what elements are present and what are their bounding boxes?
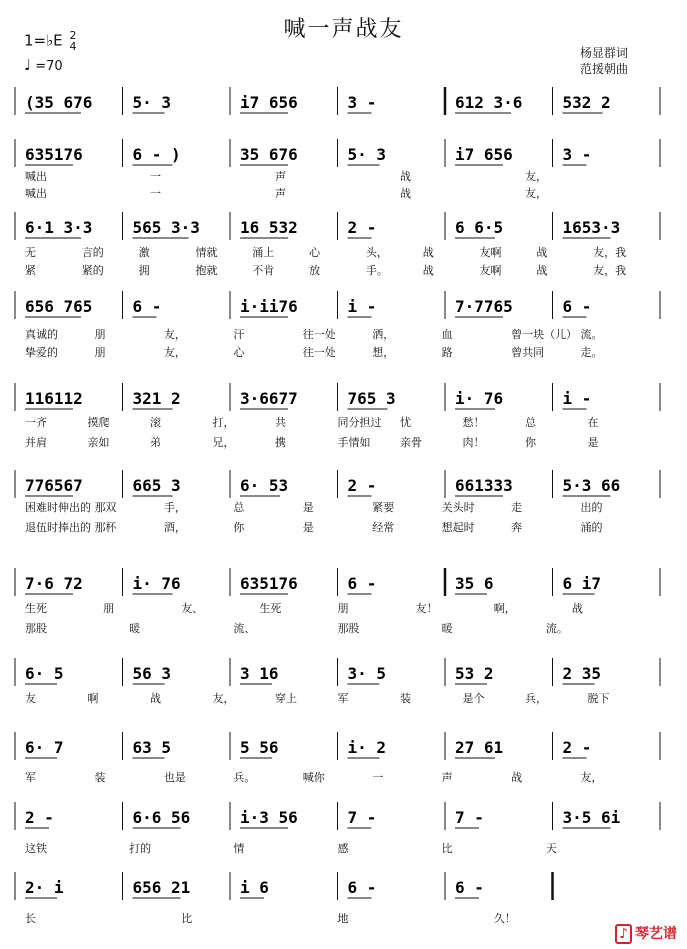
lyric-syllable: 啊， <box>493 602 516 615</box>
lyric-syllable: 朋 <box>337 602 349 615</box>
lyric-syllable: 声 <box>275 187 286 200</box>
lyric-syllable: 那股 <box>337 622 360 635</box>
lyric-syllable: 曾共同 <box>511 346 545 359</box>
lyric-syllable: 地 <box>337 912 349 925</box>
lyric-syllable: 血 <box>441 328 453 341</box>
lyric-syllable: 久！ <box>493 912 516 925</box>
lyric-syllable: 情就 <box>195 246 218 259</box>
measure-notes: 635176 <box>25 145 83 164</box>
lyric-syllable: 天 <box>545 842 557 855</box>
measure-notes: 6 6·5 <box>455 218 504 237</box>
measure-notes: 6 - <box>347 574 377 593</box>
lyric-syllable: 生死 <box>25 602 47 615</box>
measure-notes: 665 3 <box>132 476 181 495</box>
lyric-syllable: 亲骨 <box>400 436 422 449</box>
lyric-syllable: 打的 <box>129 842 152 855</box>
lyric-syllable: 装 <box>94 771 106 784</box>
lyric-syllable: 一 <box>150 187 161 200</box>
lyric-syllable: 同分担过 <box>337 416 382 429</box>
lyric-syllable: 共 <box>275 416 286 429</box>
lyric-syllable: 战 <box>511 771 523 784</box>
lyric-syllable: 兄， <box>212 436 235 449</box>
measure-notes: 661333 <box>455 476 513 495</box>
lyric-syllable: 是个 <box>462 692 485 705</box>
measure-notes: 2 - <box>25 808 54 827</box>
lyric-syllable: 酒， <box>163 521 186 534</box>
lyric-syllable: 暖 <box>129 622 141 635</box>
measure-notes: 656 21 <box>132 878 191 897</box>
lyric-syllable: 友啊 <box>479 246 502 259</box>
lyric-syllable: 长 <box>25 912 36 925</box>
measure-notes: 6 i7 <box>562 574 602 593</box>
lyric-syllable: 友， <box>525 170 547 183</box>
lyric-syllable: 脱下 <box>587 692 610 705</box>
lyricist: 杨显群词 <box>580 46 629 60</box>
lyric-syllable: 滚 <box>150 416 161 429</box>
measure-notes: 3·5 6i <box>562 808 621 827</box>
measure-notes: 5·3 66 <box>562 476 621 495</box>
lyric-syllable: 友， <box>163 328 186 341</box>
lyric-syllable: 友 <box>25 692 36 705</box>
lyric-syllable: 奔 <box>511 521 523 534</box>
lyric-syllable: 是 <box>587 436 599 449</box>
lyric-syllable: 战 <box>400 170 411 183</box>
lyric-syllable: 兵。 <box>233 771 256 784</box>
measure-notes: 612 3·6 <box>455 93 523 112</box>
lyric-syllable: 感 <box>337 842 349 855</box>
lyric-syllable: 无 <box>25 246 36 259</box>
measure-notes: 7 - <box>347 808 377 827</box>
measure-notes: 565 3·3 <box>132 218 200 237</box>
lyric-syllable: 朋 <box>103 602 115 615</box>
lyric-syllable: 洒， <box>372 328 395 341</box>
lyric-syllable: 战 <box>536 246 548 259</box>
measure-notes: 6· 5 <box>25 664 64 683</box>
measure-notes: 3·6677 <box>240 389 298 408</box>
lyric-syllable: 朋 <box>94 328 106 341</box>
lyric-syllable: 紧 <box>25 264 36 277</box>
lyric-syllable: 战 <box>422 246 434 259</box>
measure-notes: 2 - <box>347 218 377 237</box>
measure-notes: i· 2 <box>347 738 387 757</box>
lyric-syllable: 暖 <box>441 622 453 635</box>
lyric-syllable: 汗 <box>233 328 245 341</box>
lyric-syllable: 紧要 <box>372 501 395 514</box>
measure-notes: i - <box>347 297 377 316</box>
lyric-syllable: 是 <box>302 501 314 514</box>
lyric-syllable: 抱就 <box>195 264 218 277</box>
measure-notes: 6· 7 <box>25 738 64 757</box>
time-signature-top: 2 <box>69 29 77 42</box>
lyric-syllable: 军 <box>25 771 36 784</box>
lyric-syllable: 友， <box>580 771 603 784</box>
lyric-syllable: 友、 <box>181 602 204 615</box>
lyric-syllable: 这铁 <box>25 842 47 855</box>
lyric-syllable: 穿上 <box>275 692 297 705</box>
lyric-syllable: 友， <box>525 187 547 200</box>
measure-notes: 27 61 <box>455 738 504 757</box>
time-signature-bottom: 4 <box>69 40 77 53</box>
lyric-syllable: 一 <box>150 170 161 183</box>
measure-notes: 35 6 <box>455 574 494 593</box>
lyric-syllable: 退伍时捧出的 <box>25 521 91 534</box>
lyric-syllable: 困难时伸出的 <box>25 501 91 514</box>
measure-notes: 5 56 <box>240 738 279 757</box>
lyric-syllable: 比 <box>441 842 453 855</box>
lyric-syllable: 战 <box>571 602 583 615</box>
measure-notes: i - <box>562 389 592 408</box>
lyric-syllable: 你 <box>233 521 245 534</box>
lyric-syllable: 友， <box>212 692 235 705</box>
lyric-syllable: 手。 <box>365 264 388 277</box>
lyric-syllable: 友啊 <box>479 264 502 277</box>
lyric-syllable: 心 <box>309 246 321 259</box>
lyric-syllable: 涌的 <box>580 521 603 534</box>
lyric-syllable: 手， <box>163 501 186 514</box>
measure-notes: 1653·3 <box>562 218 621 237</box>
lyric-syllable: 言的 <box>81 246 104 259</box>
lyric-syllable: 生死 <box>259 602 282 615</box>
title: 喊一声战友 <box>283 17 404 42</box>
tempo-value: =70 <box>35 59 63 74</box>
lyric-syllable: 是 <box>302 521 314 534</box>
lyric-syllable: 打， <box>212 416 235 429</box>
measure-notes: 5· 3 <box>347 145 387 164</box>
lyric-syllable: 想起时 <box>441 521 475 534</box>
lyric-syllable: 弟 <box>150 436 161 449</box>
lyric-syllable: 友，我 <box>593 264 627 277</box>
lyric-syllable: 友，我 <box>593 246 627 259</box>
measure-notes: 3 - <box>347 93 377 112</box>
lyric-syllable: 一 <box>372 771 384 784</box>
lyric-syllable: 战 <box>150 692 161 705</box>
measure-notes: 116112 <box>25 389 83 408</box>
lyric-syllable: 放 <box>309 264 321 277</box>
logo-icon: ♪ <box>615 924 632 944</box>
measure-notes: 7·6 72 <box>25 574 83 593</box>
measure-notes: i·3 56 <box>240 808 298 827</box>
measure-notes: 6·6 56 <box>132 808 191 827</box>
lyric-syllable: 曾一块（儿） <box>511 328 578 341</box>
measure-notes: 765 3 <box>347 389 396 408</box>
lyric-syllable: 声 <box>275 170 286 183</box>
lyric-syllable: 装 <box>400 692 411 705</box>
lyric-syllable: 真诚的 <box>25 328 58 341</box>
lyric-syllable: 军 <box>337 692 349 705</box>
lyric-syllable: 一齐 <box>25 416 47 429</box>
lyric-syllable: 摸爬 <box>87 416 110 429</box>
measure-notes: 7·7765 <box>455 297 513 316</box>
lyric-syllable: 忧 <box>400 416 411 429</box>
measure-notes: i· 76 <box>132 574 181 593</box>
lyric-syllable: 喊你 <box>302 771 325 784</box>
lyric-syllable: 兵， <box>525 692 547 705</box>
lyric-syllable: 经常 <box>372 521 395 534</box>
lyric-syllable: 携 <box>275 436 286 449</box>
measure-notes: 2· i <box>25 878 64 897</box>
watermark-logo <box>615 923 677 943</box>
measure-notes: 7 - <box>455 808 484 827</box>
measure-notes: 53 2 <box>455 664 494 683</box>
measure-notes: 6 - ) <box>132 145 181 164</box>
measure-notes: 63 5 <box>132 738 172 757</box>
measure-notes: 2 35 <box>562 664 602 683</box>
lyric-syllable: 战 <box>422 264 434 277</box>
lyric-syllable: 往一处 <box>302 328 336 341</box>
key-label: 1=♭E <box>24 31 63 50</box>
lyric-syllable: 走 <box>511 501 523 514</box>
lyric-syllable: 路 <box>441 346 453 359</box>
lyric-syllable: 头， <box>365 246 388 259</box>
measure-notes: i 6 <box>240 878 269 897</box>
lyric-syllable: 想， <box>372 346 395 359</box>
lyric-syllable: 也是 <box>163 771 186 784</box>
measure-notes: 6 - <box>132 297 162 316</box>
measure-notes: 635176 <box>240 574 298 593</box>
measure-notes: 2 - <box>562 738 592 757</box>
lyric-syllable: 啊 <box>87 692 99 705</box>
measure-notes: 656 765 <box>25 297 93 316</box>
lyric-syllable: 心 <box>233 346 245 359</box>
lyric-syllable: 流、 <box>233 622 256 635</box>
lyric-syllable: 那双 <box>94 501 117 514</box>
measure-notes: 532 2 <box>562 93 611 112</box>
lyric-syllable: 关头时 <box>441 501 475 514</box>
lyric-syllable: 流。 <box>545 622 568 635</box>
lyric-syllable: 流。 <box>580 328 603 341</box>
lyric-syllable: 拥 <box>138 264 150 277</box>
lyric-syllable: 在 <box>587 416 599 429</box>
lyric-syllable: 激 <box>138 246 150 259</box>
lyric-syllable: 不肯 <box>252 264 275 277</box>
lyric-syllable: 战 <box>536 264 548 277</box>
measure-notes: 2 - <box>347 476 377 495</box>
lyric-syllable: 总 <box>525 416 536 429</box>
measure-notes: 56 3 <box>132 664 172 683</box>
measure-notes: i7 656 <box>240 93 298 112</box>
lyric-syllable: 友， <box>163 346 186 359</box>
lyric-syllable: 声 <box>441 771 453 784</box>
lyric-syllable: 那杯 <box>94 521 117 534</box>
lyric-syllable: 并肩 <box>25 436 47 449</box>
lyric-syllable: 往一处 <box>302 346 336 359</box>
lyric-syllable: 出的 <box>580 501 603 514</box>
measure-notes: 6 - <box>562 297 592 316</box>
measure-notes: i· 76 <box>455 389 504 408</box>
lyric-syllable: 那股 <box>25 622 47 635</box>
watermark-text: 琴艺谱 <box>635 926 677 942</box>
lyric-syllable: 喊出 <box>25 170 47 183</box>
measure-notes: 16 532 <box>240 218 298 237</box>
measure-notes: 6 - <box>455 878 484 897</box>
lyric-syllable: 手情如 <box>337 436 371 449</box>
measure-notes: 6· 53 <box>240 476 289 495</box>
measure-notes: 321 2 <box>132 389 181 408</box>
measure-notes: i·ii76 <box>240 297 298 316</box>
lyric-syllable: 朋 <box>94 346 106 359</box>
measure-notes: 6·1 3·3 <box>25 218 93 237</box>
lyric-syllable: 亲如 <box>87 436 110 449</box>
lyric-syllable: 战 <box>400 187 411 200</box>
measure-notes: 3 16 <box>240 664 279 683</box>
lyric-syllable: 情 <box>233 842 245 855</box>
lyric-syllable: 喊出 <box>25 187 47 200</box>
composer: 范援朝曲 <box>580 62 629 76</box>
lyric-syllable: 肉！ <box>462 436 485 449</box>
lyric-syllable: 愁！ <box>462 416 485 429</box>
lyric-syllable: 比 <box>181 912 193 925</box>
measure-notes: i7 656 <box>455 145 513 164</box>
quarter-note-icon: ♩ <box>24 56 32 74</box>
measure-notes: (35 676 <box>25 93 93 112</box>
lyric-syllable: 挚爱的 <box>25 346 58 359</box>
measure-notes: 3 - <box>562 145 592 164</box>
lyric-syllable: 你 <box>525 436 536 449</box>
measure-notes: 5· 3 <box>132 93 172 112</box>
lyric-syllable: 涌上 <box>252 246 275 259</box>
measure-notes: 776567 <box>25 476 83 495</box>
lyric-syllable: 紧的 <box>81 264 104 277</box>
measure-notes: 6 - <box>347 878 377 897</box>
measure-notes: 35 676 <box>240 145 298 164</box>
lyric-syllable: 走。 <box>580 346 603 359</box>
lyric-syllable: 友！ <box>415 602 438 615</box>
measure-notes: 3· 5 <box>347 664 387 683</box>
lyric-syllable: 总 <box>233 501 245 514</box>
